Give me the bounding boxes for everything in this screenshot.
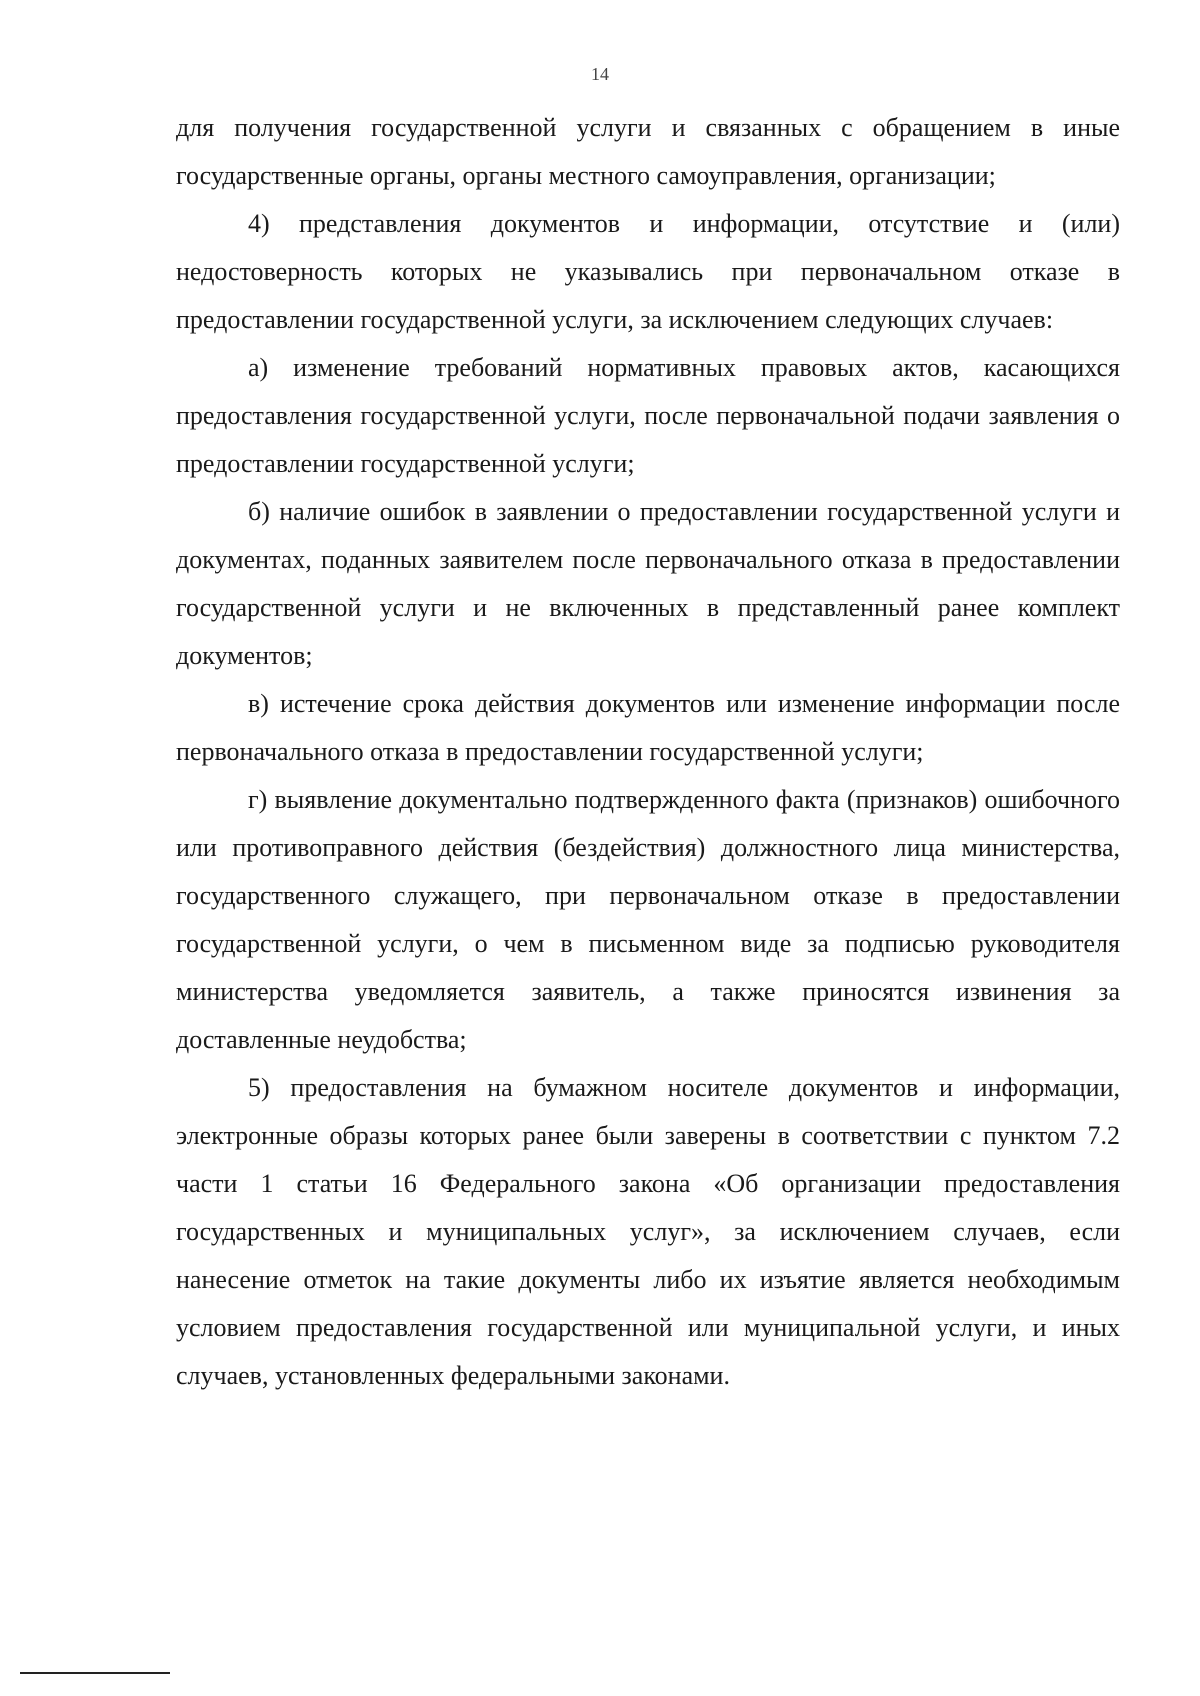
paragraph-continuation: для получения государственной услуги и связанных с обращением в иные государственные органы, органы местного самоуправления, организации; — [176, 113, 1120, 190]
page-number: 14 — [591, 64, 609, 84]
document-body — [176, 104, 1120, 1400]
paragraph-item-4: 4) представления документов и информации, отсутствие и (или) недостоверность которых не указывались при первоначальном отказе в предоставлении государственной услуги, за исключением следующих случаев: — [176, 209, 1120, 334]
paragraph-item-v: в) истечение срока действия документов или изменение информации после первоначального отказа в предоставлении государственной услуги; — [176, 689, 1120, 766]
paragraph-item-a: а) изменение требований нормативных правовых актов, касающихся предоставления государственной услуги, после первоначальной подачи заявления о предоставлении государственной услуги; — [176, 353, 1120, 478]
paragraph-item-g: г) выявление документально подтвержденного факта (признаков) ошибочного или противоправного действия (бездействия) должностного лица министерства, государственного служащего, при первоначальном отказе в предоставлении государственной услуги, о чем в письменном виде за подписью руководителя министерства уведомляется заявитель, а также приносятся извинения за доставленные неудобства; — [176, 785, 1120, 1054]
paragraph-item-5: 5) предоставления на бумажном носителе документов и информации, электронные образы которых ранее были заверены в соответствии с пунктом 7.2 части 1 статьи 16 Федерального закона «Об организации предоставления государственных и муниципальных услуг», за исключением случаев, если нанесение отметок на такие документы либо их изъятие является необходимым условием предоставления государственной или муниципальной услуги, и иных случаев, установленных федеральными законами. — [176, 1073, 1120, 1390]
paragraph-item-b: б) наличие ошибок в заявлении о предоставлении государственной услуги и документах, поданных заявителем после первоначального отказа в предоставлении государственной услуги и не включенных в представленный ранее комплект документов; — [176, 497, 1120, 670]
footer-rule — [20, 1672, 170, 1674]
